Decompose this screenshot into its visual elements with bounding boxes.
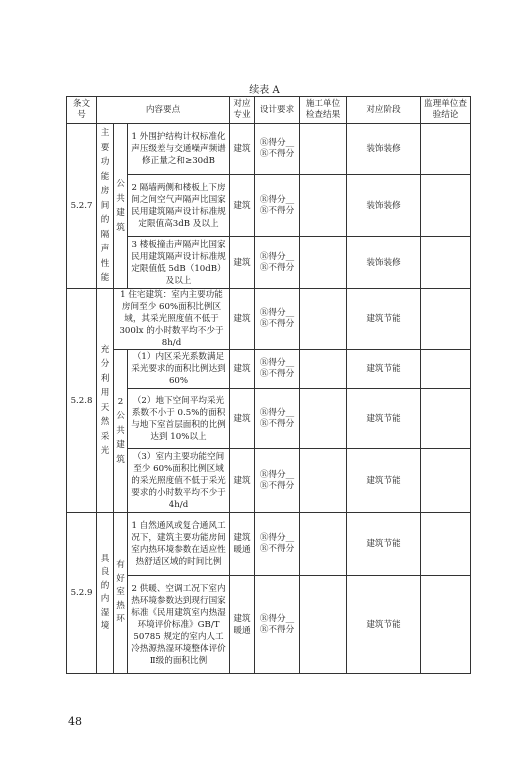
page-number: 48 xyxy=(68,715,82,728)
supervisor-result-cell[interactable] xyxy=(421,289,471,350)
table-row xyxy=(67,237,471,289)
score-options[interactable]: Ⓡ得分__ Ⓡ不得分 xyxy=(255,449,300,513)
stage-cell: 建筑节能 xyxy=(347,449,421,513)
stage-cell: 建筑节能 xyxy=(347,350,421,389)
discipline-cell: 建筑 xyxy=(230,175,255,237)
score-options[interactable]: Ⓡ得分__ Ⓡ不得分 xyxy=(255,175,300,237)
stage-cell: 装饰装修 xyxy=(347,237,421,289)
discipline-cell: 建筑 xyxy=(230,124,255,175)
header-clause-no: 条文号 xyxy=(67,97,97,124)
score-options[interactable]: Ⓡ得分__ Ⓡ不得分 xyxy=(255,350,300,389)
contractor-result-cell[interactable] xyxy=(300,237,347,289)
subcategory-label: 2 公共建筑 xyxy=(114,350,128,513)
score-options[interactable]: Ⓡ得分__ Ⓡ不得分 xyxy=(255,513,300,576)
clause-number: 5.2.8 xyxy=(67,289,97,513)
table-row xyxy=(67,350,471,389)
category-label: 充分利用天然采光 xyxy=(97,289,114,513)
stage-cell: 建筑节能 xyxy=(347,389,421,449)
supervisor-result-cell[interactable] xyxy=(421,576,471,674)
table-row xyxy=(67,175,471,237)
contractor-result-cell[interactable] xyxy=(300,513,347,576)
score-options[interactable]: Ⓡ得分__ Ⓡ不得分 xyxy=(255,124,300,175)
discipline-cell: 建筑暖通 xyxy=(230,513,255,576)
stage-cell: 装饰装修 xyxy=(347,175,421,237)
discipline-cell: 建筑 xyxy=(230,289,255,350)
discipline-cell: 建筑 xyxy=(230,237,255,289)
header-requirement: 设计要求 xyxy=(255,97,300,124)
contractor-result-cell[interactable] xyxy=(300,389,347,449)
discipline-cell: 建筑暖通 xyxy=(230,576,255,674)
item-text: 1 外围护结构计权标准化声压级差与交通噪声频谱修正量之和≥30dB xyxy=(128,124,230,175)
score-options[interactable]: Ⓡ得分__ Ⓡ不得分 xyxy=(255,389,300,449)
table-row xyxy=(67,124,471,175)
score-options[interactable]: Ⓡ得分__ Ⓡ不得分 xyxy=(255,237,300,289)
clause-number: 5.2.9 xyxy=(67,513,97,674)
stage-cell: 建筑节能 xyxy=(347,513,421,576)
category-label: 具良的内湿境 xyxy=(97,513,114,674)
supervisor-result-cell[interactable] xyxy=(421,124,471,175)
item-text: （2）地下空间平均采光系数不小于 0.5%的面积与地下室首层面积的比例达到 10%以上 xyxy=(128,389,230,449)
discipline-cell: 建筑 xyxy=(230,449,255,513)
stage-cell: 建筑节能 xyxy=(347,576,421,674)
discipline-cell: 建筑 xyxy=(230,389,255,449)
header-stage: 对应阶段 xyxy=(347,97,421,124)
checklist-table xyxy=(66,96,471,674)
item-text: 1 住宅建筑：室内主要功能房间至少 60%面积比例区域，其采光照度值不低于300lx 的小时数平均不少于 8h/d xyxy=(114,289,230,350)
discipline-cell: 建筑 xyxy=(230,350,255,389)
item-text: （1）内区采光系数满足采光要求的面积比例达到 60% xyxy=(128,350,230,389)
subcategory-label: 有好室热环 xyxy=(114,513,128,674)
header-contractor-result: 施工单位检查结果 xyxy=(300,97,347,124)
header-supervisor-result: 监理单位查验结论 xyxy=(421,97,471,124)
score-options[interactable]: Ⓡ得分__ Ⓡ不得分 xyxy=(255,289,300,350)
clause-number: 5.2.7 xyxy=(67,124,97,289)
contractor-result-cell[interactable] xyxy=(300,124,347,175)
score-options[interactable]: Ⓡ得分__ Ⓡ不得分 xyxy=(255,576,300,674)
table-row xyxy=(67,576,471,674)
table-row xyxy=(67,449,471,513)
item-text: 3 楼板撞击声隔声比国家民用建筑隔声设计标准规定限值低 5dB（10dB）及以上 xyxy=(128,237,230,289)
supervisor-result-cell[interactable] xyxy=(421,513,471,576)
supervisor-result-cell[interactable] xyxy=(421,237,471,289)
stage-cell: 装饰装修 xyxy=(347,124,421,175)
table-caption: 续表 A xyxy=(249,85,280,96)
stage-cell: 建筑节能 xyxy=(347,289,421,350)
supervisor-result-cell[interactable] xyxy=(421,389,471,449)
table-row xyxy=(67,513,471,576)
table-row xyxy=(67,389,471,449)
item-text: （3）室内主要功能空间至少 60%面积比例区域的采光照度值不低于采光要求的小时数平均不少于 4h/d xyxy=(128,449,230,513)
contractor-result-cell[interactable] xyxy=(300,350,347,389)
contractor-result-cell[interactable] xyxy=(300,175,347,237)
contractor-result-cell[interactable] xyxy=(300,576,347,674)
header-row xyxy=(67,97,471,124)
table-row xyxy=(67,289,471,350)
header-discipline: 对应专业 xyxy=(230,97,255,124)
item-text: 2 隔墙两侧和楼板上下房间之间空气声隔声比国家民用建筑隔声设计标准规定限值高3dB 及以上 xyxy=(128,175,230,237)
supervisor-result-cell[interactable] xyxy=(421,350,471,389)
category-label: 主要功能房间的隔声性能 xyxy=(97,124,114,289)
supervisor-result-cell[interactable] xyxy=(421,175,471,237)
item-text: 1 自然通风或复合通风工况下，建筑主要功能房间室内热环境参数在适应性热舒适区域的时间比例 xyxy=(128,513,230,576)
contractor-result-cell[interactable] xyxy=(300,449,347,513)
header-content: 内容要点 xyxy=(97,97,230,124)
item-text: 2 供暖、空调工况下室内热环境参数达到现行国家标准《民用建筑室内热湿环境评价标准》GB/T 50785 规定的室内人工冷热源热湿环境整体评价Ⅱ级的面积比例 xyxy=(128,576,230,674)
subcategory-label: 公共建筑 xyxy=(114,124,128,289)
contractor-result-cell[interactable] xyxy=(300,289,347,350)
supervisor-result-cell[interactable] xyxy=(421,449,471,513)
